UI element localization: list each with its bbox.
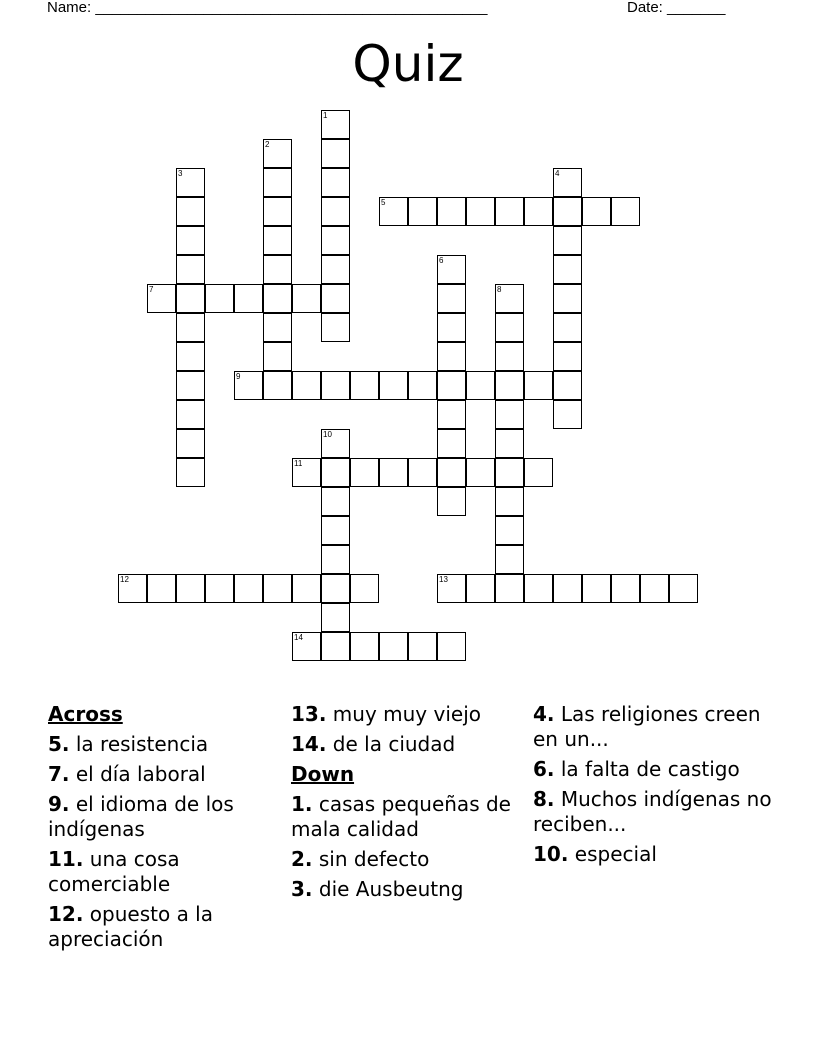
crossword-cell[interactable] xyxy=(350,574,379,603)
crossword-cell[interactable] xyxy=(495,371,524,400)
crossword-cell[interactable] xyxy=(466,371,495,400)
clue-number: 4 xyxy=(555,169,560,178)
clue-across-13: 13. muy muy viejo xyxy=(291,702,481,726)
crossword-cell[interactable] xyxy=(321,603,350,632)
crossword-cell[interactable] xyxy=(408,632,437,661)
across-heading: Across xyxy=(48,702,123,726)
crossword-cell[interactable] xyxy=(553,284,582,313)
crossword-cell[interactable] xyxy=(553,342,582,371)
clue-across-9: 9. el idioma de los indígenas xyxy=(48,792,234,841)
crossword-cell[interactable] xyxy=(495,342,524,371)
crossword-cell[interactable] xyxy=(553,168,582,197)
crossword-cell[interactable] xyxy=(524,371,553,400)
crossword-cell[interactable] xyxy=(553,371,582,400)
crossword-cell[interactable] xyxy=(176,313,205,342)
crossword-cell[interactable] xyxy=(437,632,466,661)
crossword-cell[interactable] xyxy=(118,574,147,603)
crossword-cell[interactable] xyxy=(437,342,466,371)
crossword-cell[interactable] xyxy=(321,632,350,661)
clue-number: 5 xyxy=(381,198,386,207)
clue-across-5: 5. la resistencia xyxy=(48,732,209,756)
crossword-cell[interactable] xyxy=(582,574,611,603)
clue-number: 11 xyxy=(294,459,303,468)
crossword-cell[interactable] xyxy=(263,371,292,400)
crossword-cell[interactable] xyxy=(437,284,466,313)
crossword-cell[interactable] xyxy=(437,574,466,603)
crossword-cell[interactable] xyxy=(321,371,350,400)
crossword-cell[interactable] xyxy=(350,458,379,487)
crossword-cell[interactable] xyxy=(176,574,205,603)
crossword-cell[interactable] xyxy=(321,516,350,545)
crossword-cell[interactable] xyxy=(263,313,292,342)
crossword-cell[interactable] xyxy=(495,284,524,313)
crossword-cell[interactable] xyxy=(553,255,582,284)
clue-across-7: 7. el día laboral xyxy=(48,762,206,786)
crossword-cell[interactable] xyxy=(466,458,495,487)
crossword-cell[interactable] xyxy=(234,284,263,313)
crossword-cell[interactable] xyxy=(408,458,437,487)
crossword-cell[interactable] xyxy=(263,226,292,255)
clue-across-14: 14. de la ciudad xyxy=(291,732,456,756)
clue-number: 14 xyxy=(294,633,303,642)
crossword-cell[interactable] xyxy=(611,574,640,603)
crossword-cell[interactable] xyxy=(147,574,176,603)
crossword-cell[interactable] xyxy=(524,197,553,226)
crossword-cell[interactable] xyxy=(495,574,524,603)
clue-down-2: 2. sin defecto xyxy=(291,847,430,871)
clue-column-1 xyxy=(48,702,288,957)
crossword-cell[interactable] xyxy=(495,516,524,545)
crossword-cell[interactable] xyxy=(321,168,350,197)
crossword-cell[interactable] xyxy=(640,574,669,603)
crossword-cell[interactable] xyxy=(553,226,582,255)
crossword-cell[interactable] xyxy=(292,574,321,603)
crossword-cell[interactable] xyxy=(205,574,234,603)
crossword-cell[interactable] xyxy=(321,313,350,342)
crossword-cell[interactable] xyxy=(553,400,582,429)
crossword-cell[interactable] xyxy=(321,255,350,284)
crossword-cell[interactable] xyxy=(466,197,495,226)
crossword-cell[interactable] xyxy=(263,168,292,197)
clue-number: 12 xyxy=(120,575,129,584)
crossword-cell[interactable] xyxy=(408,371,437,400)
crossword-cell[interactable] xyxy=(379,632,408,661)
crossword-cell[interactable] xyxy=(176,371,205,400)
crossword-cell[interactable] xyxy=(321,139,350,168)
crossword-cell[interactable] xyxy=(437,255,466,284)
clue-number: 10 xyxy=(323,430,332,439)
crossword-cell[interactable] xyxy=(437,313,466,342)
crossword-cell[interactable] xyxy=(495,545,524,574)
crossword-cell[interactable] xyxy=(321,429,350,458)
crossword-cell[interactable] xyxy=(263,342,292,371)
crossword-cell[interactable] xyxy=(437,458,466,487)
crossword-cell[interactable] xyxy=(234,574,263,603)
crossword-cell[interactable] xyxy=(321,226,350,255)
crossword-cell[interactable] xyxy=(321,284,350,313)
crossword-cell[interactable] xyxy=(292,284,321,313)
crossword-cell[interactable] xyxy=(408,197,437,226)
crossword-cell[interactable] xyxy=(176,400,205,429)
crossword-cell[interactable] xyxy=(292,458,321,487)
crossword-cell[interactable] xyxy=(292,371,321,400)
crossword-cell[interactable] xyxy=(495,429,524,458)
crossword-cell[interactable] xyxy=(321,458,350,487)
crossword-cell[interactable] xyxy=(176,458,205,487)
crossword-cell[interactable] xyxy=(495,400,524,429)
down-heading: Down xyxy=(291,762,355,786)
crossword-cell[interactable] xyxy=(321,197,350,226)
crossword-cell[interactable] xyxy=(147,284,176,313)
crossword-cell[interactable] xyxy=(176,197,205,226)
page-title: Quiz xyxy=(352,35,464,93)
crossword-cell[interactable] xyxy=(669,574,698,603)
clue-number: 1 xyxy=(323,111,328,120)
crossword-cell[interactable] xyxy=(495,313,524,342)
clue-column-2 xyxy=(291,702,523,907)
crossword-cell[interactable] xyxy=(205,284,234,313)
crossword-cell[interactable] xyxy=(176,429,205,458)
crossword-cell[interactable] xyxy=(466,574,495,603)
crossword-cell[interactable] xyxy=(611,197,640,226)
clue-down-3: 3. die Ausbeutng xyxy=(291,877,464,901)
date-field-label: Date: _______ xyxy=(627,0,726,16)
crossword-cell[interactable] xyxy=(176,226,205,255)
crossword-cell[interactable] xyxy=(350,371,379,400)
crossword-cell[interactable] xyxy=(553,574,582,603)
clue-down-1: 1. casas pequeñas de mala calidad xyxy=(291,792,511,841)
crossword-cell[interactable] xyxy=(553,313,582,342)
crossword-cell[interactable] xyxy=(495,487,524,516)
crossword-cell[interactable] xyxy=(379,197,408,226)
crossword-cell[interactable] xyxy=(263,197,292,226)
crossword-cell[interactable] xyxy=(263,574,292,603)
crossword-cell[interactable] xyxy=(321,545,350,574)
crossword-cell[interactable] xyxy=(263,139,292,168)
clue-down-8: 8. Muchos indígenas no reciben... xyxy=(533,787,772,836)
crossword-cell[interactable] xyxy=(176,284,205,313)
name-field-label: Name: _______________________________________________ xyxy=(47,0,488,16)
crossword-cell[interactable] xyxy=(524,458,553,487)
crossword-cell[interactable] xyxy=(176,342,205,371)
crossword-cell[interactable] xyxy=(437,371,466,400)
clue-down-6: 6. la falta de castigo xyxy=(533,757,740,781)
clue-down-10: 10. especial xyxy=(533,842,657,866)
clue-number: 9 xyxy=(236,372,241,381)
crossword-cell[interactable] xyxy=(263,255,292,284)
clue-number: 2 xyxy=(265,140,270,149)
clue-across-12: 12. opuesto a la apreciación xyxy=(48,902,213,951)
crossword-cell[interactable] xyxy=(350,632,379,661)
clue-number: 7 xyxy=(149,285,154,294)
crossword-cell[interactable] xyxy=(437,487,466,516)
clue-number: 6 xyxy=(439,256,444,265)
crossword-cell[interactable] xyxy=(582,197,611,226)
clue-number: 13 xyxy=(439,575,448,584)
clue-number: 8 xyxy=(497,285,502,294)
crossword-cell[interactable] xyxy=(321,574,350,603)
crossword-cell[interactable] xyxy=(437,197,466,226)
crossword-cell[interactable] xyxy=(321,110,350,139)
crossword-cell[interactable] xyxy=(321,487,350,516)
crossword-cell[interactable] xyxy=(176,168,205,197)
crossword-cell[interactable] xyxy=(437,429,466,458)
crossword-cell[interactable] xyxy=(234,371,263,400)
crossword-cell[interactable] xyxy=(553,197,582,226)
clue-column-3 xyxy=(533,702,773,872)
clue-across-11: 11. una cosa comerciable xyxy=(48,847,180,896)
crossword-cell[interactable] xyxy=(379,458,408,487)
crossword-cell[interactable] xyxy=(379,371,408,400)
crossword-cell[interactable] xyxy=(176,255,205,284)
crossword-cell[interactable] xyxy=(292,632,321,661)
crossword-cell[interactable] xyxy=(263,284,292,313)
crossword-cell[interactable] xyxy=(495,458,524,487)
crossword-cell[interactable] xyxy=(495,197,524,226)
clue-down-4: 4. Las religiones creen en un... xyxy=(533,702,761,751)
clue-number: 3 xyxy=(178,169,183,178)
crossword-cell[interactable] xyxy=(524,574,553,603)
crossword-cell[interactable] xyxy=(437,400,466,429)
